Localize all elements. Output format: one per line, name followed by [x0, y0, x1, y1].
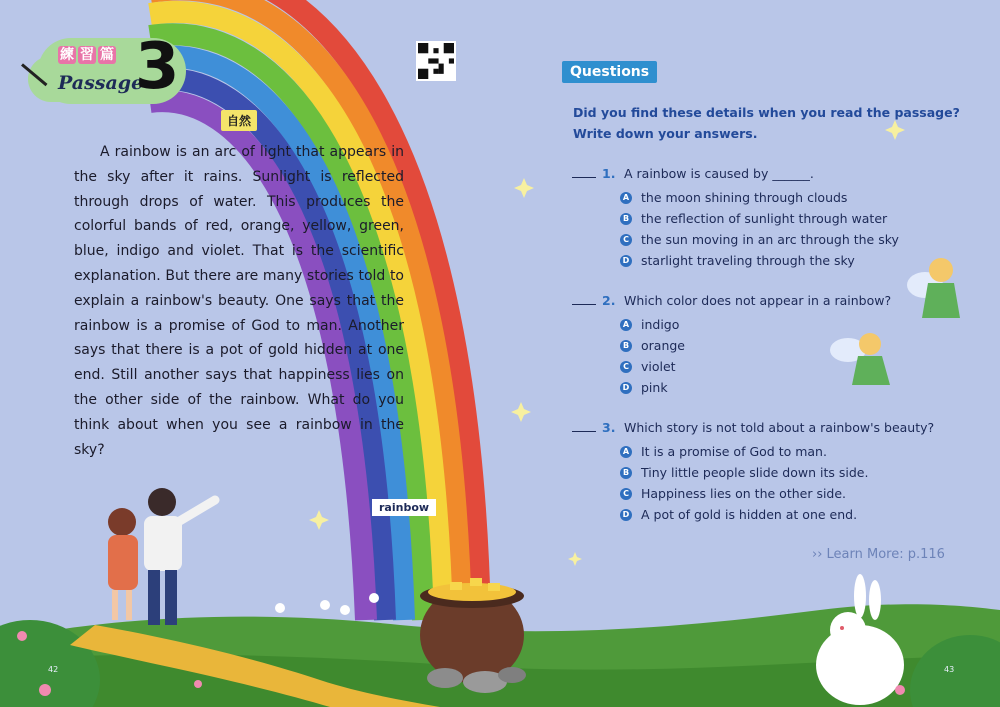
couple-illustration — [108, 488, 215, 625]
learn-more-link[interactable]: ›› Learn More: p.116 — [812, 547, 945, 562]
answer-blank[interactable] — [572, 419, 596, 432]
option-text: orange — [641, 338, 685, 353]
option-letter: D — [620, 509, 632, 521]
option[interactable] — [620, 250, 899, 271]
option-text: the moon shining through clouds — [641, 190, 848, 205]
option-text: Happiness lies on the other side. — [641, 486, 847, 501]
option-text: It is a promise of God to man. — [641, 444, 827, 459]
page-number-left: 42 — [48, 665, 59, 674]
option[interactable] — [620, 483, 934, 504]
option-text: starlight traveling through the sky — [641, 253, 855, 268]
pot-of-gold — [420, 578, 526, 693]
reading-passage — [74, 140, 404, 462]
page-number-right: 43 — [944, 665, 955, 674]
qr-code-icon[interactable] — [416, 41, 456, 81]
option[interactable] — [620, 441, 934, 462]
title-char: 篇 — [100, 47, 114, 63]
option-letter: A — [620, 319, 632, 331]
title-char: 習 — [80, 47, 94, 63]
question-text: Which story is not told about a rainbow's beauty? — [624, 420, 935, 435]
question-number: 1. — [602, 166, 616, 181]
question-2 — [572, 292, 891, 398]
option-letter: C — [620, 488, 632, 500]
question-3 — [572, 419, 934, 525]
option-letter: D — [620, 255, 632, 267]
question-text: A rainbow is caused by ______. — [624, 166, 814, 181]
bunny-illustration — [816, 574, 904, 705]
question-number: 2. — [602, 293, 616, 308]
passage-label: Passage — [58, 72, 144, 94]
option-letter: B — [620, 340, 632, 352]
question-text: Which color does not appear in a rainbow? — [624, 293, 892, 308]
question-number: 3. — [602, 420, 616, 435]
option[interactable] — [620, 377, 891, 398]
option-letter: C — [620, 361, 632, 373]
instruction-line: Did you find these details when you read the passage? — [573, 105, 960, 120]
category-tag: 自然 — [221, 110, 257, 131]
option[interactable] — [620, 356, 891, 377]
option-text: the sun moving in an arc through the sky — [641, 232, 899, 247]
option-text: the reflection of sunlight through water — [641, 211, 888, 226]
option-letter: D — [620, 382, 632, 394]
option[interactable] — [620, 314, 891, 335]
option-text: pink — [641, 380, 668, 395]
option[interactable] — [620, 504, 934, 525]
instruction-line: Write down your answers. — [573, 126, 758, 141]
section-title-zh — [58, 46, 116, 64]
option-text: A pot of gold is hidden at one end. — [641, 507, 858, 522]
option[interactable] — [620, 335, 891, 356]
option[interactable] — [620, 208, 899, 229]
question-1 — [572, 165, 899, 271]
option-letter: A — [620, 446, 632, 458]
option-letter: A — [620, 192, 632, 204]
title-char: 練 — [60, 47, 74, 63]
option-letter: B — [620, 467, 632, 479]
vocab-label: rainbow — [372, 499, 436, 516]
option-text: violet — [641, 359, 676, 374]
questions-tag: Questions — [562, 61, 657, 83]
option-text: Tiny little people slide down its side. — [641, 465, 869, 480]
option[interactable] — [620, 187, 899, 208]
instructions — [573, 102, 960, 144]
option-text: indigo — [641, 317, 680, 332]
passage-number: 3 — [135, 30, 180, 104]
option[interactable] — [620, 229, 899, 250]
option-letter: B — [620, 213, 632, 225]
option[interactable] — [620, 462, 934, 483]
answer-blank[interactable] — [572, 165, 596, 178]
answer-blank[interactable] — [572, 292, 596, 305]
passage-paragraph: A rainbow is an arc of light that appears in the sky after it rains. Sunlight is reflected through drops of water. This produces the colorful bands of red, orange, yellow, green, blue, indigo and violet. That is the scientific explanation. But there are many stories told to explain a rainbow's beauty. One says that the rainbow is a promise of God to man. Another says that there is a pot of gold hidden at one end. Still another says that happiness lies on the other side of the rainbow. What do you think about when you see a rainbow in the sky? — [74, 144, 404, 458]
option-letter: C — [620, 234, 632, 246]
